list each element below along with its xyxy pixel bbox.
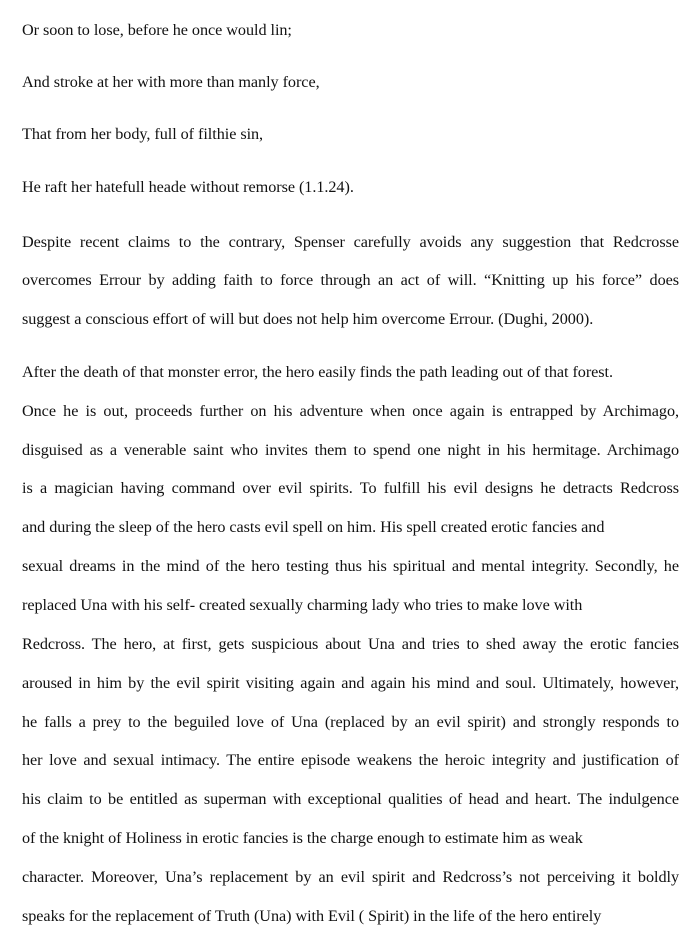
paragraph-line: overcomes Errour by adding faith to force through an act of will. “Knitting up his force” does — [22, 271, 679, 289]
paragraph-line: of the knight of Holiness in erotic fancies is the charge enough to estimate him as weak — [22, 829, 583, 847]
paragraph-line: his claim to be entitled as superman with exceptional qualities of head and heart. The indulgence — [22, 790, 679, 808]
verse-line: He raft her hatefull heade without remorse (1.1.24). — [22, 178, 354, 196]
paragraph-line: Redcross. The hero, at first, gets suspicious about Una and tries to shed away the erotic fancies — [22, 635, 679, 653]
verse-line: Or soon to lose, before he once would lin; — [22, 21, 292, 39]
paragraph-line: character. Moreover, Una’s replacement by an evil spirit and Redcross’s not perceiving it boldly — [22, 868, 679, 886]
paragraph-line: suggest a conscious effort of will but does not help him overcome Errour. (Dughi, 2000). — [22, 310, 594, 328]
paragraph-line: sexual dreams in the mind of the hero testing thus his spiritual and mental integrity. Secondly, he — [22, 557, 679, 575]
paragraph-line: replaced Una with his self- created sexually charming lady who tries to make love with — [22, 596, 583, 614]
paragraph-line: After the death of that monster error, the hero easily finds the path leading out of that forest. — [22, 363, 613, 381]
paragraph-line: disguised as a venerable saint who invites them to spend one night in his hermitage. Archimago — [22, 441, 679, 459]
paragraph-line: her love and sexual intimacy. The entire episode weakens the heroic integrity and justification of — [22, 751, 679, 769]
verse-line: That from her body, full of filthie sin, — [22, 125, 264, 143]
paragraph-line: Despite recent claims to the contrary, Spenser carefully avoids any suggestion that Redcrosse — [22, 233, 679, 251]
paragraph-line: Once he is out, proceeds further on his adventure when once again is entrapped by Archimago, — [22, 402, 679, 420]
paragraph-line: is a magician having command over evil spirits. To fulfill his evil designs he detracts Redcross — [22, 479, 679, 497]
paragraph-line: aroused in him by the evil spirit visiting again and again his mind and soul. Ultimately, however, — [22, 674, 679, 692]
verse-line: And stroke at her with more than manly force, — [22, 73, 320, 91]
paragraph-line: and during the sleep of the hero casts evil spell on him. His spell created erotic fancies and — [22, 518, 605, 536]
paragraph-line: speaks for the replacement of Truth (Una) with Evil ( Spirit) in the life of the hero entirely — [22, 907, 602, 925]
paragraph-line: he falls a prey to the beguiled love of Una (replaced by an evil spirit) and strongly responds to — [22, 713, 679, 731]
